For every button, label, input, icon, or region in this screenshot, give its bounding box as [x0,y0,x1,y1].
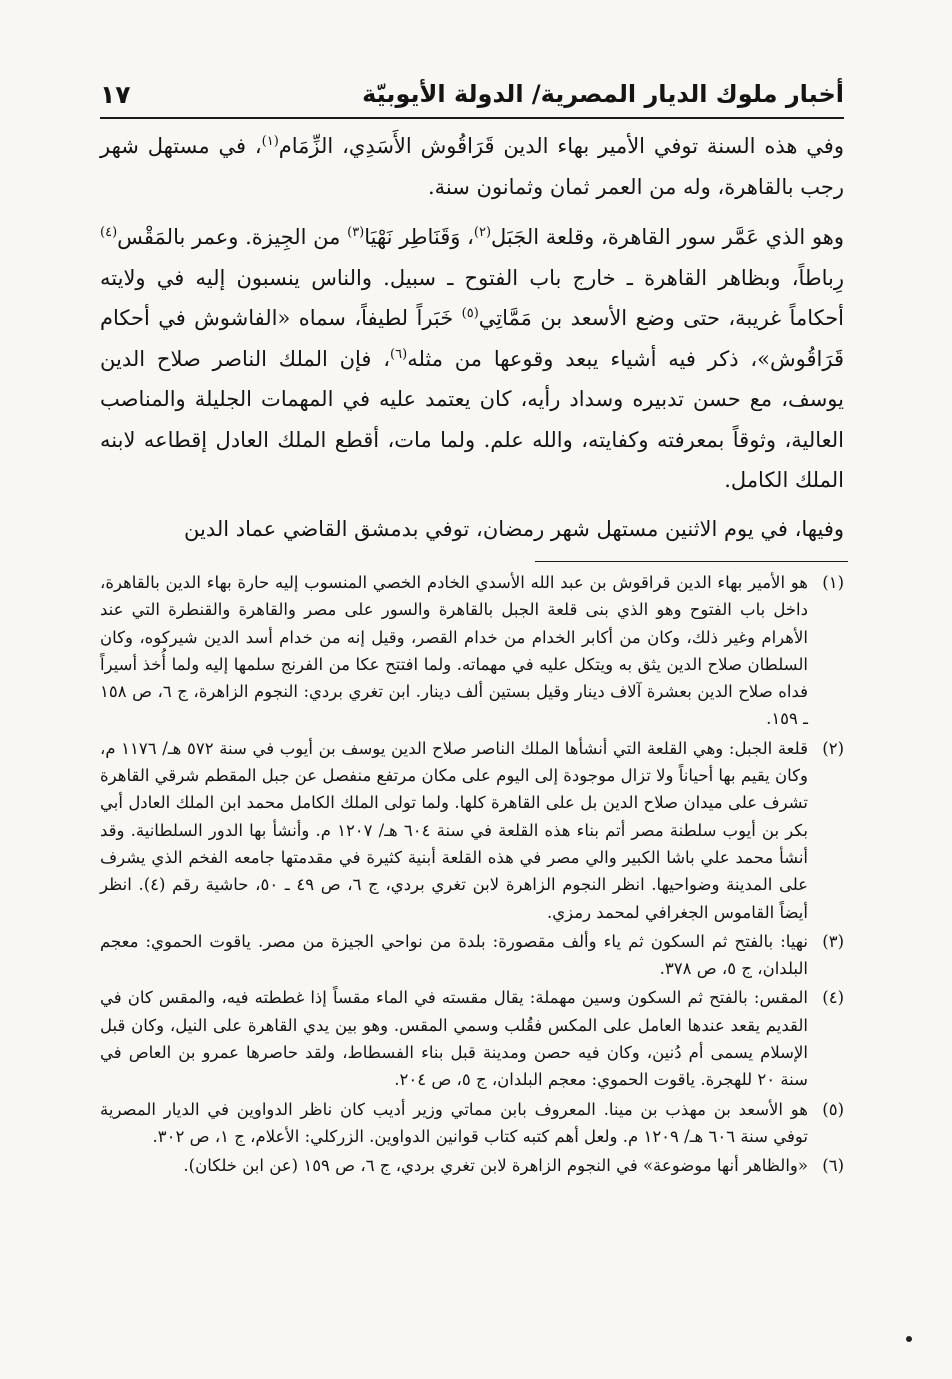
footnote-ref-6: (٦) [390,346,408,362]
running-title: أخبار ملوك الديار المصرية/ الدولة الأيوبيّة [362,80,844,108]
paragraph-3: وفيها، في يوم الاثنين مستهل شهر رمضان، توفي بدمشق القاضي عماد الدين [183,516,844,541]
footnote-text: هو الأسعد بن مهذب بن مينا. المعروف بابن مماتي وزير أديب كان ناظر الدواوين في الديار المصرية توفي سنة ٦٠٦ هـ/ ١٢٠٩ م. ولعل أهم كتبه كتاب قوانين الدواوين. الزركلي: الأعلام، ج ١، ص ٣٠٢. [100,1099,808,1146]
footnote-number: (١) [822,573,844,592]
footnote-text: «والظاهر أنها موضوعة» في النجوم الزاهرة لابن تغري بردي، ج ٦، ص ١٥٩ (عن ابن خلكان). [183,1156,808,1176]
footnote-text: المقس: بالفتح ثم السكون وسين مهملة: يقال مقسته في الماء مقساً إذا غططته فيه، والمقس كان في القديم يقعد عندها العامل على المكس فقُلب وسمي المقس. وهو بين يدي القاهرة على النيل، وكان قبل الإسلام يسمى أم دُنين، وكان فيه حصن ومدينة قبل بناء الفسطاط، ولقد حاصرها عمرو بن العاص في سنة ٢٠ للهجرة. ياقوت الحموي: معجم البلدان، ج ٥، ص ٢٠٤. [100,988,808,1090]
footnotes [100,569,844,1182]
paragraph-2: وهو الذي عَمَّر سور القاهرة، وقلعة الجَبَل$^{(٢)}$، وَقَنَاطِر نَهْيَا$^{(٣)}$ من الجِيزة. وعمر بالمَقْس$^{(٤)}$ رِباطاً، وبظاهر القاهرة ـ خارج باب الفتوح ـ سبيل. والناس ينسبون إليه في ولايته أحكاماً غريبة، حتى وضع الأسعد بن مَمَّاتِي$^{(٥)}$ خَبَراً لطيفاً، سماه «الفاشوش في أحكام قَرَاقُوش»، ذكر فيه أشياء يبعد وقوعها من مثله$^{(٦)}$، فإن الملك الناصر صلاح الدين يوسف، مع حسن تدبيره وسداد رأيه، كان يعتمد عليه في المهمات الجليلة والمناصب العالية، وثوقاً بمعرفته وكفايته، والله علم. ولما مات، أقطع الملك العادل إقطاعه لابنه الملك الكامل. [100,225,845,492]
footnote [100,984,844,1093]
footnote-ref-4: (٤) [100,225,118,240]
main-text [100,126,844,549]
footnote-separator [535,561,848,562]
footnote [100,1152,844,1179]
footnote [100,569,844,733]
footnote [100,1096,844,1151]
footnote-number: (٢) [822,738,844,758]
page-number: ١٧ [100,79,131,109]
footnote [100,735,844,926]
footnote-ref-3: (٣) [347,225,365,240]
header-rule [100,117,844,119]
footnote-number: (٣) [822,931,844,951]
footnote-ref-1: (١) [261,134,279,149]
footnote-number: (٥) [822,1099,844,1119]
footnote-ref-2: (٢) [473,225,492,240]
paragraph-1: وفي هذه السنة توفي الأمير بهاء الدين قَرَاقُوش الأَسَدِي، الزِّمَام$^{(١)}$، في مستهل شهر رجب بالقاهرة، وله من العمر ثمان وثمانون سنة. [100,134,844,199]
footnote-text: هو الأمير بهاء الدين قراقوش بن عبد الله الأسدي الخادم الخصي المنسوب إليه حارة بهاء الدين بالقاهرة، داخل باب الفتوح وهو الذي بنى قلعة الجبل بالقاهرة والسور على مصر والقاهرة والقنطرة التي عند الأهرام وغير ذلك، وكان من أكابر الخدام من خدام القصر، وقيل إنه من خدام أسد الدين شيركوه، وكان السلطان صلاح الدين يثق به ويتكل عليه في مهماته. ولما افتتح عكا من الفرنج سلمها إليه ولما أُخذ أسيراً فداه صلاح الدين بعشرة آلاف دينار وقيل بستين ألف دينار. ابن تغري بردي: النجوم الزاهرة، ج ٦، ص ١٥٨ ـ ١٥٩. [100,573,808,729]
footnote-ref-5: (٥) [461,306,479,321]
footnote-text: قلعة الجبل: وهي القلعة التي أنشأها الملك الناصر صلاح الدين يوسف بن أيوب في سنة ٥٧٢ هـ/ ١١٧٦ م، وكان يقيم بها أحياناً ولا تزال موجودة إلى اليوم على مكان مرتفع منفصل عن جبل المقطم شرقي القاهرة تشرف على ميدان صلاح الدين بل على القاهرة كلها. ولما تولى الملك الكامل محمد ابن الملك العادل أبي بكر بن أيوب سلطنة مصر أتم بناء هذه القلعة في سنة ٦٠٤ هـ/ ١٢٠٧ م. وأنشأ بها الدور السلطانية. وقد أنشأ محمد علي باشا الكبير والي مصر في هذه القلعة أبنية كثيرة في مقدمتها جامعه الفخم الذي يشرف على المدينة وضواحيها. انظر النجوم الزاهرة لابن تغري بردي، ج ٦، ص ٤٩ ـ ٥٠، حاشية رقم (٤). انظر أيضاً القاموس الجغرافي لمحمد رمزي. [100,738,809,922]
footnote [100,928,844,983]
footnote-number: (٤) [822,988,844,1008]
running-header [100,74,844,114]
footnote-number: (٦) [822,1156,844,1176]
ink-dot [906,1336,912,1342]
footnote-text: نهيا: بالفتح ثم السكون ثم ياء وألف مقصورة: بلدة من نواحي الجيزة من مصر. ياقوت الحموي: معجم البلدان، ج ٥، ص ٣٧٨. [100,931,808,979]
